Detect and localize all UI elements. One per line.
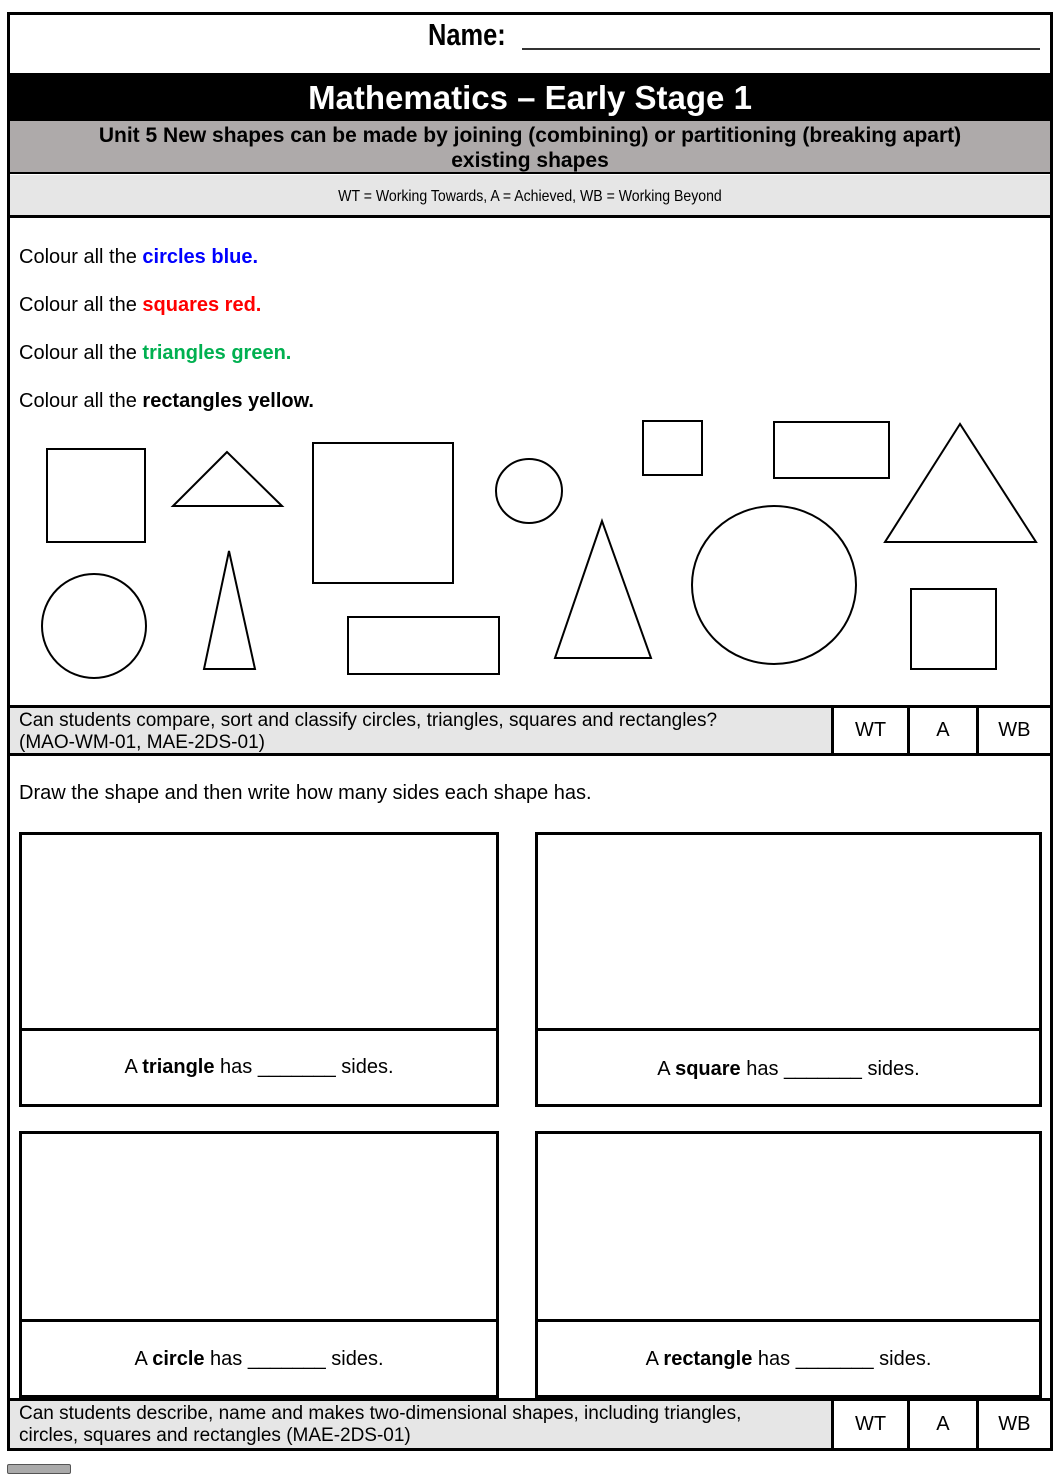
- question-line-2: (MAO-WM-01, MAE-2DS-01): [19, 732, 265, 753]
- instruction-emphasis-red: squares red.: [142, 294, 262, 316]
- triangle-shape[interactable]: [555, 521, 651, 658]
- rectangle-shape[interactable]: [774, 422, 889, 478]
- square-shape[interactable]: [313, 443, 453, 583]
- question-line-1: Can students compare, sort and classify circles, triangles, squares and rectangles?: [19, 710, 718, 731]
- subtitle-line-1: Unit 5 New shapes can be made by joining (combining) or partitioning (breaking apart): [98, 124, 962, 147]
- shape-name: square: [675, 1058, 741, 1080]
- assessment-key-text: WT = Working Towards, A = Achieved, WB = Working Beyond: [338, 188, 722, 205]
- level-wt[interactable]: WT: [831, 708, 907, 753]
- sides-sentence: A rectangle has _______ sides.: [645, 1348, 932, 1370]
- page-title: Mathematics – Early Stage 1: [10, 73, 1050, 121]
- square-shape[interactable]: [911, 589, 996, 669]
- draw-box-square[interactable]: [535, 832, 1042, 1107]
- name-label: Name:: [428, 17, 506, 52]
- sides-blank[interactable]: _______: [247, 1348, 326, 1370]
- box-divider: [538, 1028, 1039, 1031]
- sides-blank[interactable]: _______: [257, 1056, 336, 1078]
- sides-blank[interactable]: _______: [795, 1348, 874, 1370]
- instruction-emphasis-blue: circles blue.: [142, 246, 259, 268]
- level-a[interactable]: A: [907, 708, 975, 753]
- level-wb[interactable]: WB: [976, 708, 1050, 753]
- assessment-question: [10, 1401, 831, 1448]
- question-line-1: Can students describe, name and makes two-dimensional shapes, including triangles,: [19, 1403, 742, 1424]
- assessment-row-2: [10, 1398, 1050, 1451]
- level-wb[interactable]: WB: [976, 1401, 1050, 1448]
- creative-commons-badge-icon: [7, 1464, 71, 1474]
- triangle-shape[interactable]: [885, 424, 1036, 542]
- draw-box-circle[interactable]: [19, 1131, 499, 1398]
- draw-instruction: Draw the shape and then write how many sides each shape has.: [19, 782, 592, 804]
- square-shape[interactable]: [643, 421, 702, 475]
- level-a[interactable]: A: [907, 1401, 975, 1448]
- circle-shape[interactable]: [496, 459, 562, 523]
- box-divider: [22, 1028, 496, 1031]
- sides-blank[interactable]: _______: [784, 1058, 862, 1080]
- circle-shape[interactable]: [692, 506, 856, 664]
- triangle-shape[interactable]: [173, 452, 282, 506]
- instruction-emphasis-green: triangles green.: [142, 342, 292, 364]
- subtitle-line-2: existing shapes: [451, 149, 609, 172]
- shape-name: rectangle: [663, 1348, 753, 1370]
- sides-sentence: A square has _______ sides.: [657, 1058, 920, 1080]
- assessment-question: [10, 708, 831, 753]
- shapes-canvas: [0, 0, 1062, 700]
- draw-box-triangle[interactable]: [19, 832, 499, 1107]
- draw-box-rectangle[interactable]: [535, 1131, 1042, 1398]
- sides-sentence: A triangle has _______ sides.: [124, 1056, 394, 1078]
- square-shape[interactable]: [47, 449, 145, 542]
- instruction-emphasis-black: rectangles yellow.: [142, 390, 314, 412]
- instruction-prefix: Colour all the: [19, 246, 143, 268]
- question-line-2: circles, squares and rectangles (MAE-2DS-01): [19, 1425, 411, 1446]
- box-divider: [538, 1319, 1039, 1322]
- rectangle-shape[interactable]: [348, 617, 499, 674]
- triangle-shape[interactable]: [204, 551, 255, 669]
- sides-sentence: A circle has _______ sides.: [134, 1348, 384, 1370]
- instruction-prefix: Colour all the: [19, 342, 143, 364]
- circle-shape[interactable]: [42, 574, 146, 678]
- level-wt[interactable]: WT: [831, 1401, 907, 1448]
- assessment-row-1: [10, 705, 1050, 756]
- box-divider: [22, 1319, 496, 1322]
- instruction-prefix: Colour all the: [19, 390, 143, 412]
- shape-name: circle: [152, 1348, 205, 1370]
- shape-name: triangle: [142, 1056, 215, 1078]
- instruction-prefix: Colour all the: [19, 294, 143, 316]
